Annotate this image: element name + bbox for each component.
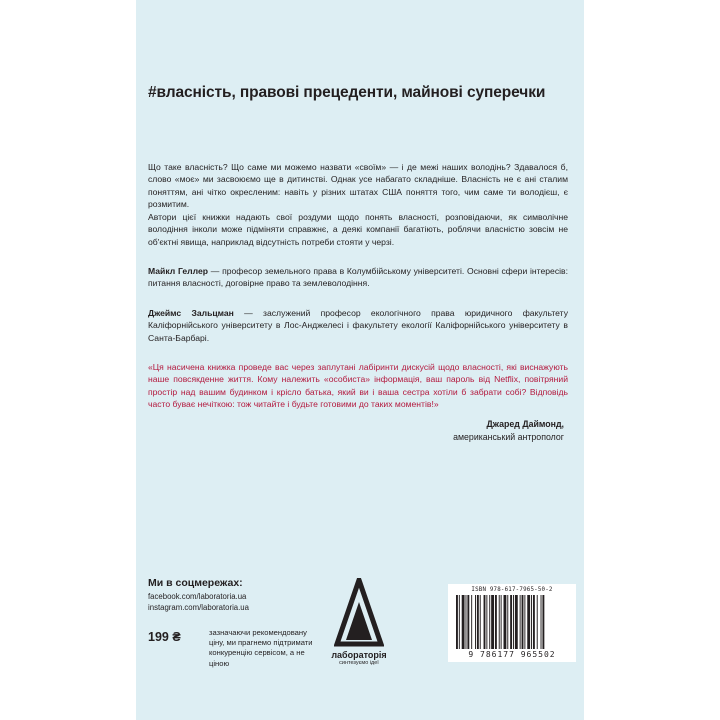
quote-author: Джаред Даймонд, bbox=[486, 419, 564, 429]
author-name-1: Майкл Геллер bbox=[148, 266, 208, 276]
isbn-label: ISBN 978-617-7965-50-2 bbox=[471, 587, 553, 593]
price-note: зазначаючи рекомендовану ціну, ми прагнемо підтримати конкуренцію сервісом, а не ціною bbox=[209, 628, 313, 668]
publisher-logo-icon bbox=[334, 578, 384, 648]
description-paragraph-1: Що таке власність? Що саме ми можемо назвати «своїм» — і де межі наших володінь? Здавалося б, слово «моє» ми засвоюємо ще в дитинстві. Однак усе набагато складніше. Власність не є ані сталим поняттям, ані чітко окресленим: навіть у різних штатах США поняття того, чим саме ти володієш, є розмитим. bbox=[148, 162, 568, 209]
barcode-digits: 9 786177 965502 bbox=[468, 650, 556, 659]
author-name-2: Джеймс Зальцман bbox=[148, 308, 234, 318]
author-bio-1 bbox=[148, 265, 568, 290]
publisher-name: лабораторія bbox=[331, 650, 387, 660]
social-heading: Ми в соцмережах: bbox=[148, 577, 243, 589]
author-bio-text-2: — заслужений професор екологічного права юридичного факультету Каліфорнійського університету в Лос-Анджелесі і факультету екології Каліфорнійського університету в Санта-Барбарі. bbox=[148, 308, 568, 343]
publisher-tagline: синтезуємо ідеї bbox=[339, 660, 379, 666]
facebook-link: facebook.com/laboratoria.ua bbox=[148, 592, 247, 601]
barcode-bars-icon bbox=[456, 595, 568, 649]
author-bio-2 bbox=[148, 307, 568, 344]
price-label: 199 ₴ bbox=[148, 630, 181, 644]
quote-author-role: американський антрополог bbox=[453, 432, 564, 442]
description-paragraph-2: Автори цієї книжки надають свої роздуми щодо понять власності, розповідаючи, як символічне володіння інколи може підміняти справжнє, а деякі компанії багатіють, роблячи власністю зовсім не об'єктні явища, наприклад відсутність потреби стояти у черзі. bbox=[148, 212, 568, 247]
blurb-quote: «Ця насичена книжка проведе вас через заплутані лабіринти дискусій щодо власності, які виснажують наше повсякденне життя. Кому належить «особиста» інформація, ваш пароль від Netflix, повітряний простір над вашим будинком і крісло батька, який ви і ваша сестра хотіли б забрати собі? Відповідь часто буває нечіткою: тож читайте і будьте готовими до таких моментів!» bbox=[148, 362, 568, 409]
hashtag-heading: #власність, правові прецеденти, майнові суперечки bbox=[148, 84, 546, 101]
author-bio-text-1: — професор земельного права в Колумбійському університеті. Основні сфери інтересів: питання власності, договірне право та землеволодіння. bbox=[148, 266, 568, 289]
instagram-link: instagram.com/laboratoria.ua bbox=[148, 603, 249, 612]
barcode bbox=[448, 584, 576, 662]
